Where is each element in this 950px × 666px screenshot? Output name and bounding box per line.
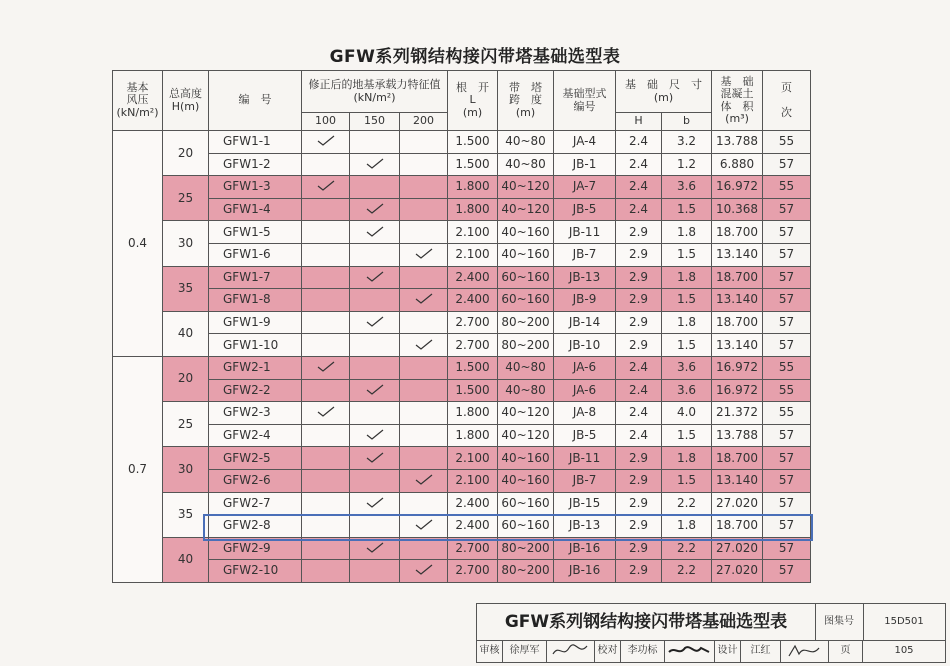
page-number: 105 bbox=[894, 645, 914, 656]
foundation-type-cell: JB-9 bbox=[554, 289, 616, 312]
code-cell: GFW2-4 bbox=[209, 424, 302, 447]
bearing-check-cell bbox=[400, 243, 448, 266]
check-mark-icon bbox=[315, 404, 337, 418]
root-cell: 2.100 bbox=[448, 221, 498, 244]
checker-signature bbox=[665, 640, 715, 662]
page-cell: 57 bbox=[763, 153, 811, 176]
dim-b-cell: 3.6 bbox=[662, 379, 712, 402]
table-row bbox=[113, 356, 811, 379]
height-cell: 25 bbox=[163, 176, 209, 221]
concrete-volume-cell: 27.020 bbox=[712, 537, 763, 560]
dim-h-cell: 2.4 bbox=[616, 176, 662, 199]
bearing-check-cell bbox=[302, 243, 350, 266]
bearing-check-cell bbox=[302, 221, 350, 244]
dim-b-cell: 3.6 bbox=[662, 356, 712, 379]
height-cell: 30 bbox=[163, 447, 209, 492]
span-cell: 40~160 bbox=[498, 469, 554, 492]
dim-b-cell: 1.2 bbox=[662, 153, 712, 176]
dim-h-cell: 2.9 bbox=[616, 492, 662, 515]
header-dims: 基 础 尺 寸 (m) bbox=[616, 71, 712, 113]
table-row bbox=[113, 492, 811, 515]
table-row bbox=[113, 379, 811, 402]
code-cell: GFW2-10 bbox=[209, 560, 302, 583]
span-cell: 80~200 bbox=[498, 334, 554, 357]
span-cell: 40~120 bbox=[498, 176, 554, 199]
bearing-check-cell bbox=[302, 424, 350, 447]
bearing-check-cell bbox=[400, 469, 448, 492]
bearing-check-cell bbox=[350, 447, 400, 470]
header-root: 根 开 L (m) bbox=[448, 71, 498, 131]
header-found-type: 基础型式 编号 bbox=[554, 71, 616, 131]
page-cell: 57 bbox=[763, 221, 811, 244]
check-mark-icon bbox=[315, 359, 337, 373]
height-cell: 40 bbox=[163, 537, 209, 582]
bearing-check-cell bbox=[350, 176, 400, 199]
bearing-check-cell bbox=[302, 492, 350, 515]
header-bearing-200: 200 bbox=[400, 113, 448, 131]
concrete-volume-cell: 16.972 bbox=[712, 379, 763, 402]
header-bearing: 修正后的地基承载力特征值 (kN/m²) bbox=[302, 71, 448, 113]
code-cell: GFW2-1 bbox=[209, 356, 302, 379]
design-label: 设计 bbox=[715, 640, 741, 662]
check-mark-icon bbox=[413, 337, 435, 351]
check-mark-icon bbox=[364, 450, 386, 464]
check-mark-icon bbox=[364, 382, 386, 396]
bearing-check-cell bbox=[400, 447, 448, 470]
code-cell: GFW2-7 bbox=[209, 492, 302, 515]
table-row bbox=[113, 243, 811, 266]
designer-name: 江红 bbox=[741, 640, 781, 662]
table-row bbox=[113, 266, 811, 289]
dim-b-cell: 1.5 bbox=[662, 334, 712, 357]
root-cell: 2.400 bbox=[448, 492, 498, 515]
foundation-type-cell: JA-7 bbox=[554, 176, 616, 199]
page-cell: 57 bbox=[763, 289, 811, 312]
wind-pressure-cell: 0.7 bbox=[113, 356, 163, 582]
bearing-check-cell bbox=[400, 379, 448, 402]
code-cell: GFW2-5 bbox=[209, 447, 302, 470]
bearing-check-cell bbox=[302, 334, 350, 357]
root-cell: 1.500 bbox=[448, 356, 498, 379]
bearing-check-cell bbox=[302, 289, 350, 312]
foundation-type-cell: JB-13 bbox=[554, 515, 616, 538]
span-cell: 40~160 bbox=[498, 447, 554, 470]
dim-h-cell: 2.9 bbox=[616, 243, 662, 266]
dim-h-cell: 2.9 bbox=[616, 515, 662, 538]
check-mark-icon bbox=[364, 201, 386, 215]
dim-h-cell: 2.9 bbox=[616, 221, 662, 244]
dim-b-cell: 1.5 bbox=[662, 469, 712, 492]
bearing-check-cell bbox=[400, 311, 448, 334]
bearing-check-cell bbox=[400, 198, 448, 221]
header-dim-b: b bbox=[662, 113, 712, 131]
bearing-check-cell bbox=[350, 198, 400, 221]
concrete-volume-cell: 27.020 bbox=[712, 492, 763, 515]
root-cell: 1.500 bbox=[448, 131, 498, 154]
page-cell: 55 bbox=[763, 131, 811, 154]
highlight-box bbox=[203, 514, 813, 541]
concrete-volume-cell: 18.700 bbox=[712, 447, 763, 470]
dim-h-cell: 2.4 bbox=[616, 379, 662, 402]
root-cell: 1.800 bbox=[448, 176, 498, 199]
bearing-check-cell bbox=[302, 379, 350, 402]
table-row bbox=[113, 153, 811, 176]
table-row bbox=[113, 424, 811, 447]
height-cell: 25 bbox=[163, 402, 209, 447]
height-cell: 40 bbox=[163, 311, 209, 356]
header-dim-h: H bbox=[616, 113, 662, 131]
reviewer-name: 徐厚军 bbox=[503, 640, 547, 662]
dim-b-cell: 1.5 bbox=[662, 424, 712, 447]
span-cell: 40~80 bbox=[498, 131, 554, 154]
code-cell: GFW2-9 bbox=[209, 537, 302, 560]
foundation-type-cell: JB-14 bbox=[554, 311, 616, 334]
dim-h-cell: 2.9 bbox=[616, 560, 662, 583]
height-cell: 20 bbox=[163, 356, 209, 401]
dim-b-cell: 3.2 bbox=[662, 131, 712, 154]
span-cell: 60~160 bbox=[498, 266, 554, 289]
concrete-volume-cell: 21.372 bbox=[712, 402, 763, 425]
root-cell: 2.700 bbox=[448, 537, 498, 560]
bearing-check-cell bbox=[350, 221, 400, 244]
code-cell: GFW1-8 bbox=[209, 289, 302, 312]
bearing-check-cell bbox=[400, 492, 448, 515]
check-mark-icon bbox=[364, 540, 386, 554]
bearing-check-cell bbox=[302, 311, 350, 334]
height-cell: 30 bbox=[163, 221, 209, 266]
dim-b-cell: 1.8 bbox=[662, 515, 712, 538]
page-cell: 57 bbox=[763, 311, 811, 334]
span-cell: 60~160 bbox=[498, 289, 554, 312]
root-cell: 1.500 bbox=[448, 153, 498, 176]
bearing-check-cell bbox=[400, 402, 448, 425]
root-cell: 1.800 bbox=[448, 198, 498, 221]
review-label: 审核 bbox=[477, 640, 503, 662]
dim-b-cell: 1.8 bbox=[662, 447, 712, 470]
foundation-type-cell: JB-13 bbox=[554, 266, 616, 289]
foundation-type-cell: JB-16 bbox=[554, 560, 616, 583]
check-label: 校对 bbox=[595, 640, 621, 662]
bearing-check-cell bbox=[350, 379, 400, 402]
check-mark-icon bbox=[413, 246, 435, 260]
check-mark-icon bbox=[364, 427, 386, 441]
dim-h-cell: 2.9 bbox=[616, 311, 662, 334]
root-cell: 2.100 bbox=[448, 447, 498, 470]
root-cell: 2.400 bbox=[448, 515, 498, 538]
span-cell: 40~120 bbox=[498, 402, 554, 425]
header-wind: 基本 风压 (kN/m²) bbox=[113, 71, 163, 131]
root-cell: 1.800 bbox=[448, 424, 498, 447]
header-bearing-150: 150 bbox=[350, 113, 400, 131]
reviewer-signature bbox=[547, 640, 595, 662]
concrete-volume-cell: 16.972 bbox=[712, 176, 763, 199]
bearing-check-cell bbox=[400, 356, 448, 379]
foundation-type-cell: JB-15 bbox=[554, 492, 616, 515]
page-cell: 57 bbox=[763, 469, 811, 492]
dim-h-cell: 2.9 bbox=[616, 469, 662, 492]
dim-b-cell: 1.5 bbox=[662, 198, 712, 221]
bearing-check-cell bbox=[350, 131, 400, 154]
foundation-type-cell: JB-11 bbox=[554, 221, 616, 244]
dim-h-cell: 2.4 bbox=[616, 198, 662, 221]
code-cell: GFW1-3 bbox=[209, 176, 302, 199]
bearing-check-cell bbox=[350, 289, 400, 312]
dim-b-cell: 1.5 bbox=[662, 289, 712, 312]
concrete-volume-cell: 10.368 bbox=[712, 198, 763, 221]
root-cell: 1.500 bbox=[448, 379, 498, 402]
page-cell: 57 bbox=[763, 198, 811, 221]
foundation-type-cell: JA-8 bbox=[554, 402, 616, 425]
bearing-check-cell bbox=[302, 356, 350, 379]
dim-h-cell: 2.4 bbox=[616, 402, 662, 425]
table-row bbox=[113, 131, 811, 154]
bearing-check-cell bbox=[350, 356, 400, 379]
page-cell: 57 bbox=[763, 515, 811, 538]
foundation-type-cell: JA-6 bbox=[554, 379, 616, 402]
header-page: 页 次 bbox=[763, 71, 811, 131]
concrete-volume-cell: 18.700 bbox=[712, 515, 763, 538]
header-concrete: 基 础 混凝土 体 积 (m³) bbox=[712, 71, 763, 131]
root-cell: 2.700 bbox=[448, 311, 498, 334]
check-mark-icon bbox=[364, 495, 386, 509]
table-row bbox=[113, 402, 811, 425]
root-cell: 2.100 bbox=[448, 243, 498, 266]
page-cell: 57 bbox=[763, 266, 811, 289]
code-cell: GFW2-2 bbox=[209, 379, 302, 402]
concrete-volume-cell: 13.140 bbox=[712, 243, 763, 266]
dim-h-cell: 2.4 bbox=[616, 424, 662, 447]
bearing-check-cell bbox=[350, 334, 400, 357]
bearing-check-cell bbox=[350, 424, 400, 447]
bearing-check-cell bbox=[350, 560, 400, 583]
header-bearing-100: 100 bbox=[302, 113, 350, 131]
foundation-type-cell: JB-10 bbox=[554, 334, 616, 357]
bearing-check-cell bbox=[302, 198, 350, 221]
dim-h-cell: 2.4 bbox=[616, 356, 662, 379]
dim-b-cell: 2.2 bbox=[662, 560, 712, 583]
span-cell: 80~200 bbox=[498, 560, 554, 583]
root-cell: 2.700 bbox=[448, 560, 498, 583]
page-cell: 55 bbox=[763, 379, 811, 402]
dim-h-cell: 2.9 bbox=[616, 289, 662, 312]
span-cell: 40~80 bbox=[498, 153, 554, 176]
foundation-type-cell: JB-16 bbox=[554, 537, 616, 560]
dim-b-cell: 1.8 bbox=[662, 311, 712, 334]
bearing-check-cell bbox=[350, 402, 400, 425]
concrete-volume-cell: 13.140 bbox=[712, 289, 763, 312]
dim-b-cell: 1.8 bbox=[662, 266, 712, 289]
page-cell: 57 bbox=[763, 537, 811, 560]
code-cell: GFW1-2 bbox=[209, 153, 302, 176]
concrete-volume-cell: 13.140 bbox=[712, 334, 763, 357]
check-mark-icon bbox=[364, 269, 386, 283]
table-row bbox=[113, 334, 811, 357]
dim-h-cell: 2.4 bbox=[616, 153, 662, 176]
bearing-check-cell bbox=[350, 469, 400, 492]
height-cell: 35 bbox=[163, 492, 209, 537]
bearing-check-cell bbox=[302, 402, 350, 425]
code-cell: GFW1-9 bbox=[209, 311, 302, 334]
code-cell: GFW2-6 bbox=[209, 469, 302, 492]
foundation-type-cell: JB-5 bbox=[554, 198, 616, 221]
check-mark-icon bbox=[315, 178, 337, 192]
code-cell: GFW1-1 bbox=[209, 131, 302, 154]
span-cell: 80~200 bbox=[498, 311, 554, 334]
dim-b-cell: 4.0 bbox=[662, 402, 712, 425]
span-cell: 40~160 bbox=[498, 243, 554, 266]
check-mark-icon bbox=[315, 133, 337, 147]
concrete-volume-cell: 18.700 bbox=[712, 221, 763, 244]
table-row bbox=[113, 447, 811, 470]
span-cell: 40~80 bbox=[498, 356, 554, 379]
page-cell: 57 bbox=[763, 560, 811, 583]
table-row bbox=[113, 560, 811, 583]
bearing-check-cell bbox=[302, 176, 350, 199]
bearing-check-cell bbox=[302, 560, 350, 583]
check-mark-icon bbox=[364, 314, 386, 328]
atlas-number: 15D501 bbox=[884, 616, 924, 627]
table-row bbox=[113, 176, 811, 199]
page-cell: 57 bbox=[763, 334, 811, 357]
page-cell: 55 bbox=[763, 356, 811, 379]
dim-b-cell: 3.6 bbox=[662, 176, 712, 199]
table-title: GFW系列钢结构接闪带塔基础选型表 bbox=[329, 47, 621, 67]
height-cell: 20 bbox=[163, 131, 209, 176]
height-cell: 35 bbox=[163, 266, 209, 311]
wind-pressure-cell: 0.4 bbox=[113, 131, 163, 357]
bearing-check-cell bbox=[400, 153, 448, 176]
dim-h-cell: 2.4 bbox=[616, 131, 662, 154]
bearing-check-cell bbox=[400, 289, 448, 312]
designer-signature bbox=[781, 640, 829, 662]
bearing-check-cell bbox=[400, 176, 448, 199]
dim-h-cell: 2.9 bbox=[616, 266, 662, 289]
foundation-type-cell: JB-11 bbox=[554, 447, 616, 470]
code-cell: GFW1-7 bbox=[209, 266, 302, 289]
table-row bbox=[113, 289, 811, 312]
check-mark-icon bbox=[413, 472, 435, 486]
bearing-check-cell bbox=[350, 153, 400, 176]
concrete-volume-cell: 6.880 bbox=[712, 153, 763, 176]
table-row bbox=[113, 469, 811, 492]
page-cell: 57 bbox=[763, 492, 811, 515]
check-mark-icon bbox=[413, 291, 435, 305]
header-code: 编 号 bbox=[209, 71, 302, 131]
span-cell: 40~120 bbox=[498, 198, 554, 221]
code-cell: GFW1-4 bbox=[209, 198, 302, 221]
foundation-type-cell: JB-1 bbox=[554, 153, 616, 176]
dim-h-cell: 2.9 bbox=[616, 537, 662, 560]
root-cell: 2.400 bbox=[448, 289, 498, 312]
page-cell: 55 bbox=[763, 176, 811, 199]
foundation-type-cell: JB-5 bbox=[554, 424, 616, 447]
bearing-check-cell bbox=[302, 153, 350, 176]
table-row bbox=[113, 198, 811, 221]
bearing-check-cell bbox=[350, 266, 400, 289]
span-cell: 80~200 bbox=[498, 537, 554, 560]
check-mark-icon bbox=[364, 156, 386, 170]
concrete-volume-cell: 16.972 bbox=[712, 356, 763, 379]
span-cell: 40~80 bbox=[498, 379, 554, 402]
bearing-check-cell bbox=[400, 131, 448, 154]
dim-h-cell: 2.9 bbox=[616, 447, 662, 470]
code-cell: GFW2-8 bbox=[209, 515, 302, 538]
header-span: 带 塔 跨 度 (m) bbox=[498, 71, 554, 131]
bearing-check-cell bbox=[400, 560, 448, 583]
check-mark-icon bbox=[364, 224, 386, 238]
title-block bbox=[476, 603, 946, 663]
bearing-check-cell bbox=[400, 221, 448, 244]
header-height: 总高度 H(m) bbox=[163, 71, 209, 131]
page-cell: 57 bbox=[763, 243, 811, 266]
concrete-volume-cell: 13.788 bbox=[712, 424, 763, 447]
dim-b-cell: 1.5 bbox=[662, 243, 712, 266]
root-cell: 2.100 bbox=[448, 469, 498, 492]
checker-name: 李功标 bbox=[621, 640, 665, 662]
code-cell: GFW2-3 bbox=[209, 402, 302, 425]
bearing-check-cell bbox=[302, 131, 350, 154]
bearing-check-cell bbox=[350, 243, 400, 266]
root-cell: 2.700 bbox=[448, 334, 498, 357]
foundation-type-cell: JB-7 bbox=[554, 469, 616, 492]
concrete-volume-cell: 18.700 bbox=[712, 266, 763, 289]
bearing-check-cell bbox=[400, 266, 448, 289]
code-cell: GFW1-10 bbox=[209, 334, 302, 357]
table-row bbox=[113, 311, 811, 334]
foundation-type-cell: JA-6 bbox=[554, 356, 616, 379]
root-cell: 2.400 bbox=[448, 266, 498, 289]
table-row bbox=[113, 221, 811, 244]
foundation-type-cell: JB-7 bbox=[554, 243, 616, 266]
page-cell: 57 bbox=[763, 447, 811, 470]
code-cell: GFW1-5 bbox=[209, 221, 302, 244]
concrete-volume-cell: 13.788 bbox=[712, 131, 763, 154]
span-cell: 40~160 bbox=[498, 221, 554, 244]
bearing-check-cell bbox=[302, 469, 350, 492]
concrete-volume-cell: 27.020 bbox=[712, 560, 763, 583]
check-mark-icon bbox=[413, 562, 435, 576]
bearing-check-cell bbox=[350, 311, 400, 334]
page-cell: 55 bbox=[763, 402, 811, 425]
span-cell: 60~160 bbox=[498, 492, 554, 515]
atlas-label: 图集号 bbox=[815, 604, 864, 640]
bearing-check-cell bbox=[302, 447, 350, 470]
foundation-type-cell: JA-4 bbox=[554, 131, 616, 154]
concrete-volume-cell: 18.700 bbox=[712, 311, 763, 334]
dim-b-cell: 2.2 bbox=[662, 492, 712, 515]
bearing-check-cell bbox=[400, 334, 448, 357]
bearing-check-cell bbox=[400, 424, 448, 447]
bearing-check-cell bbox=[350, 492, 400, 515]
concrete-volume-cell: 13.140 bbox=[712, 469, 763, 492]
span-cell: 40~120 bbox=[498, 424, 554, 447]
dim-b-cell: 1.8 bbox=[662, 221, 712, 244]
dim-b-cell: 2.2 bbox=[662, 537, 712, 560]
selection-table bbox=[112, 70, 811, 583]
span-cell: 60~160 bbox=[498, 515, 554, 538]
dim-h-cell: 2.9 bbox=[616, 334, 662, 357]
page-cell: 57 bbox=[763, 424, 811, 447]
root-cell: 1.800 bbox=[448, 402, 498, 425]
page-label: 页 bbox=[829, 640, 863, 662]
title-block-title: GFW系列钢结构接闪带塔基础选型表 bbox=[477, 604, 816, 640]
bearing-check-cell bbox=[302, 266, 350, 289]
code-cell: GFW1-6 bbox=[209, 243, 302, 266]
